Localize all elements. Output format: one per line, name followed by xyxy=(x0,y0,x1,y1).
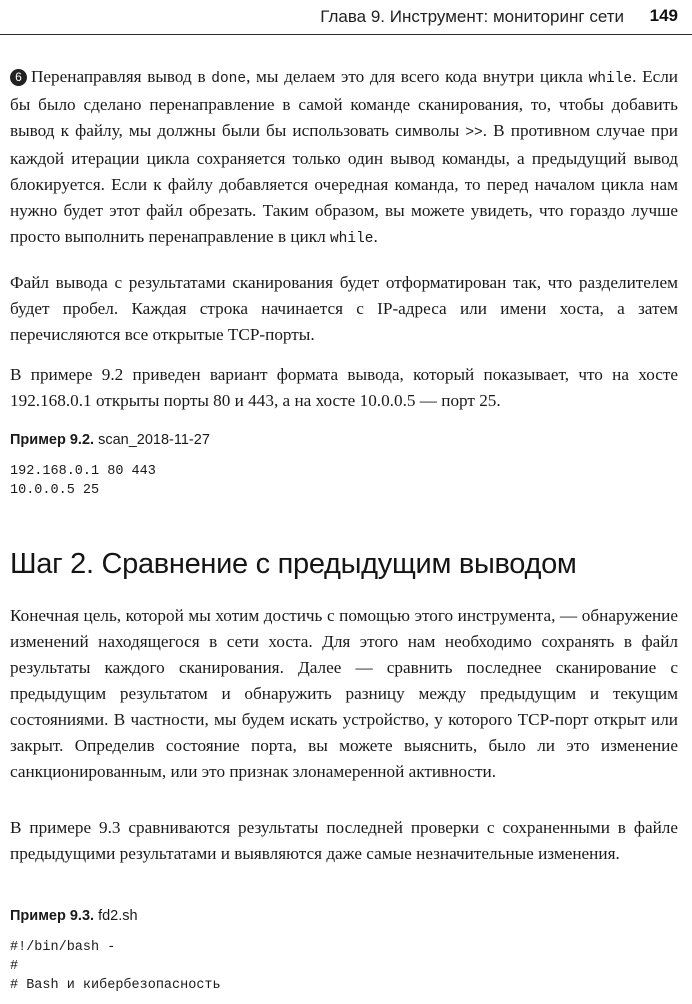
example-label: Пример 9.2. xyxy=(10,432,95,448)
chapter-title: Глава 9. Инструмент: мониторинг сети xyxy=(320,7,624,26)
code-listing-scan-output: 192.168.0.1 80 443 10.0.0.5 25 xyxy=(10,464,156,498)
example-label: Пример 9.3. xyxy=(10,908,95,924)
running-header xyxy=(0,0,692,35)
example-caption xyxy=(10,908,138,924)
example-filename: scan_2018-11-27 xyxy=(98,432,210,448)
example-filename: fd2.sh xyxy=(98,908,138,924)
paragraph-goal: Конечная цель, которой мы хотим достичь с помощью этого инструмента, — обнаружение изменений находящегося в сети хоста. Для этого нам необходимо сохранять в файл результаты каждого сканирования. Далее — сравнить последнее сканирование с предыдущим результатом и обнаружить разницу между предыдущим и текущим состояниями. В частности, мы будем искать устройство, у которого TCP-порт открыт или закрыт. Определив состояние порта, вы можете выяснить, было ли это изменение санкционированным, или это признак злонамеренной активности. xyxy=(10,606,678,781)
paragraph-output-format: Файл вывода с результатами сканирования будет отформатирован так, что разделителем будет пробел. Каждая строка начинается с IP-адреса или имени хоста, а затем перечисляются все открытые TCP-порты. xyxy=(10,273,678,344)
text-run: . xyxy=(373,227,378,246)
code-listing-fd2: #!/bin/bash - # # Bash и кибербезопасность xyxy=(10,940,221,993)
paragraph-redirect-explanation xyxy=(10,64,678,252)
inline-code: while xyxy=(588,71,633,87)
inline-code: done xyxy=(211,71,247,87)
text-run: . Если бы было сделано перенаправление в самой команде сканирования, то, чтобы добавить вывод к файлу, мы должны были бы использовать символы xyxy=(10,67,678,140)
text-run: . В противном случае при каждой итерации цикла сохраняется только один вывод команды, а предыдущий вывод блокируется. Если к файлу добавляется очередная команда, то перед началом цикла нам нужно будет этот файл обрезать. Таким образом, вы можете увидеть, что гораздо лучше просто выполнить перенаправление в цикл xyxy=(10,121,678,246)
inline-code: while xyxy=(329,231,374,247)
inline-code: >> xyxy=(465,125,483,141)
paragraph-compare-intro: В примере 9.3 сравниваются результаты последней проверки с сохраненными в файле предыдущими результатами и выявляются даже самые незначительные изменения. xyxy=(10,818,678,863)
example-caption xyxy=(10,432,210,448)
callout-number-icon: 6 xyxy=(10,69,27,86)
section-heading: Шаг 2. Сравнение с предыдущим выводом xyxy=(10,548,577,580)
page-number: 149 xyxy=(649,6,678,25)
text-run: , мы делаем это для всего кода внутри цикла xyxy=(246,67,589,86)
paragraph-example-intro: В примере 9.2 приведен вариант формата вывода, который показывает, что на хосте 192.168.0.1 открыты порты 80 и 443, а на хосте 10.0.0.5 — порт 25. xyxy=(10,365,678,410)
text-run: Перенаправляя вывод в xyxy=(31,67,212,86)
